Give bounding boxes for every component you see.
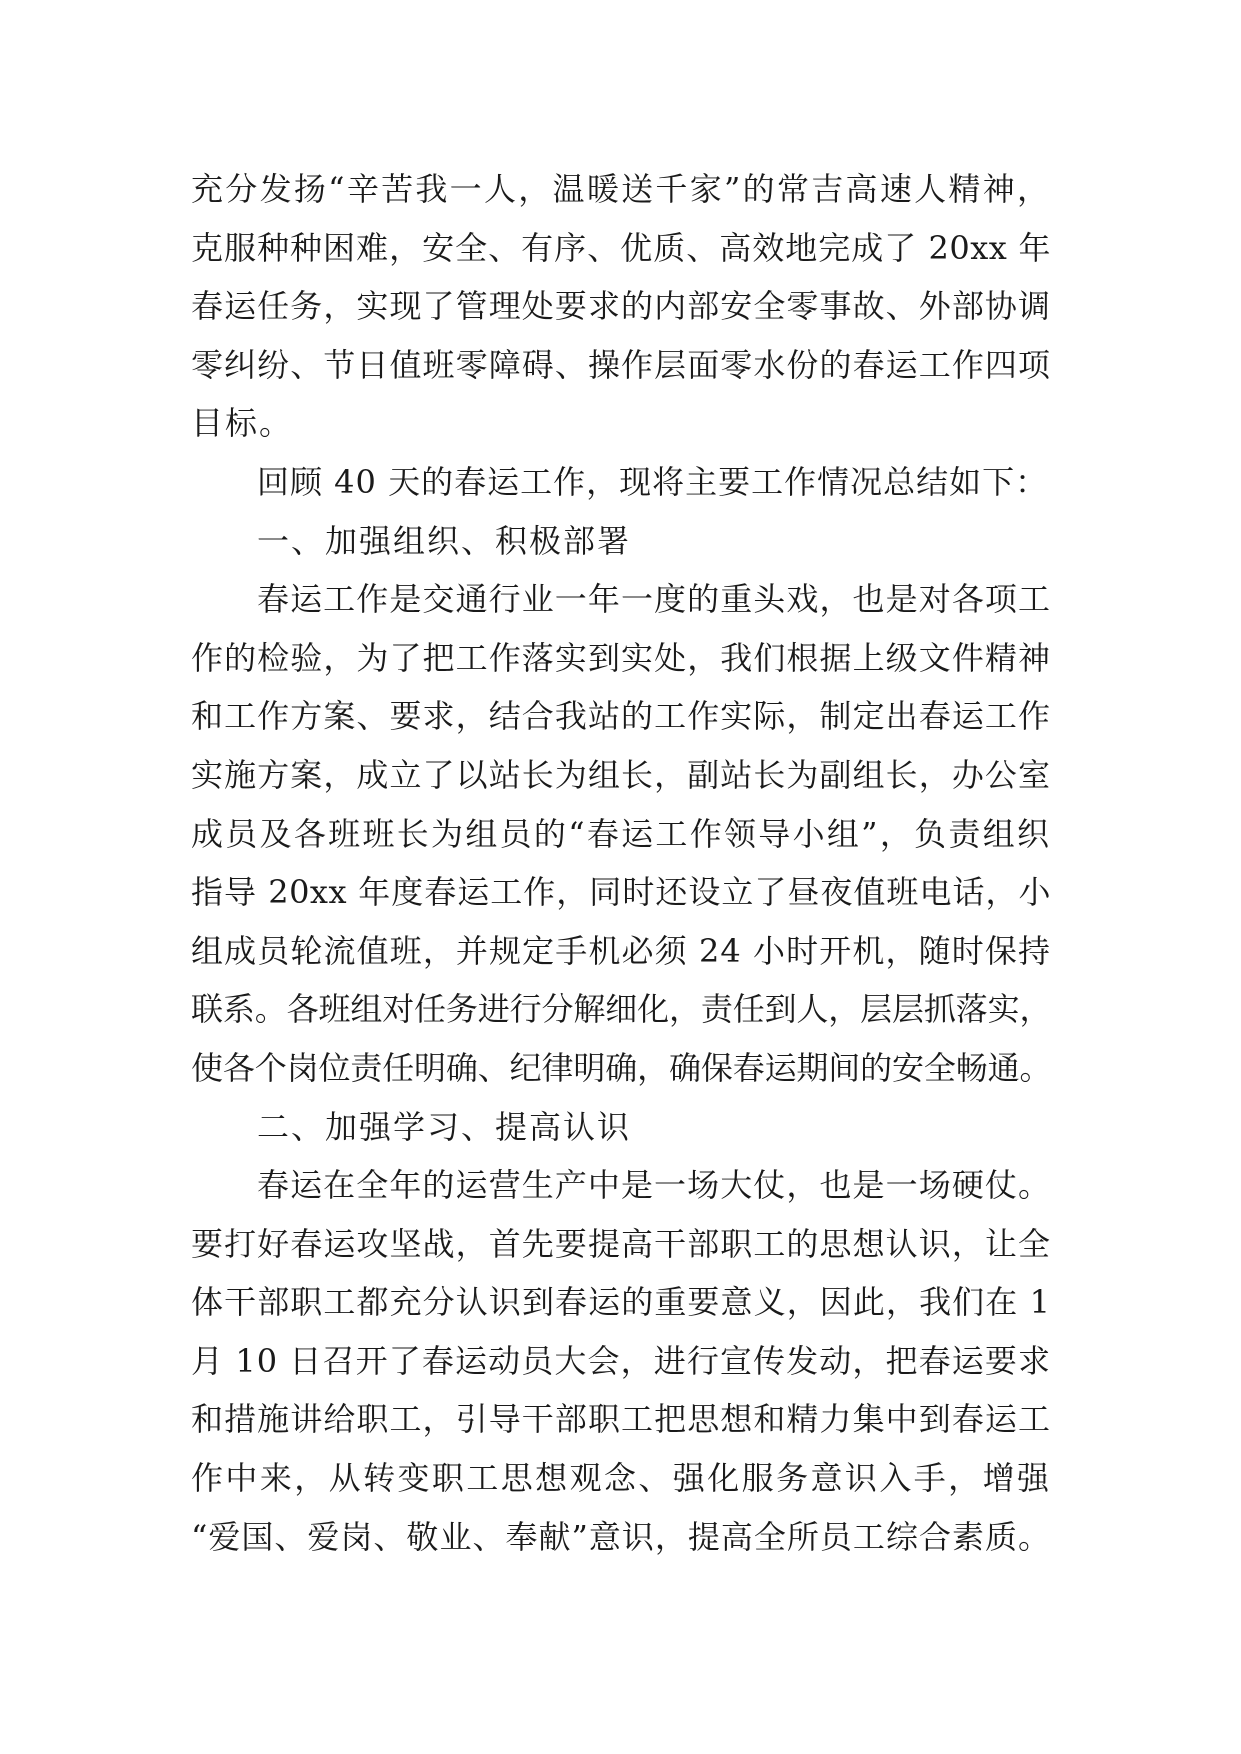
text-line: 春运在全年的运营生产中是一场大仗，也是一场硬仗。 — [257, 1166, 1051, 1205]
text-line: 二、加强学习、提高认识 — [257, 1107, 632, 1146]
text-line: 一、加强组织、积极部署 — [257, 521, 632, 560]
text-line: 和措施讲给职工，引导干部职工把思想和精力集中到春运工 — [191, 1400, 1051, 1439]
document-body — [191, 160, 1051, 1566]
text-line: 作的检验，为了把工作落实到实处，我们根据上级文件精神 — [191, 638, 1051, 677]
text-line: 指导 20xx 年度春运工作，同时还设立了昼夜值班电话，小 — [191, 873, 1051, 912]
text-line: 月 10 日召开了春运动员大会，进行宣传发动，把春运要求 — [191, 1341, 1051, 1380]
text-line: 体干部职工都充分认识到春运的重要意义，因此，我们在 1 — [191, 1283, 1051, 1322]
text-line: 春运任务，实现了管理处要求的内部安全零事故、外部协调 — [191, 287, 1051, 326]
text-line: 要打好春运攻坚战，首先要提高干部职工的思想认识，让全 — [191, 1224, 1051, 1263]
text-line: 和工作方案、要求，结合我站的工作实际，制定出春运工作 — [191, 697, 1051, 736]
text-line: 作中来，从转变职工思想观念、强化服务意识入手，增强 — [191, 1459, 1051, 1498]
text-line: 联系。各班组对任务进行分解细化，责任到人，层层抓落实， — [191, 990, 1051, 1029]
text-line: “爱国、爱岗、敬业、奉献”意识，提高全所员工综合素质。 — [191, 1517, 1051, 1556]
text-line: 零纠纷、节日值班零障碍、操作层面零水份的春运工作四项 — [191, 345, 1051, 384]
text-line: 使各个岗位责任明确、纪律明确，确保春运期间的安全畅通。 — [191, 1048, 1051, 1087]
text-line: 回顾 40 天的春运工作，现将主要工作情况总结如下： — [257, 462, 1049, 501]
text-line: 克服种种困难，安全、有序、优质、高效地完成了 20xx 年 — [191, 228, 1051, 267]
text-line: 组成员轮流值班，并规定手机必须 24 小时开机，随时保持 — [191, 931, 1051, 970]
text-line: 春运工作是交通行业一年一度的重头戏，也是对各项工 — [257, 580, 1051, 619]
text-line: 目标。 — [191, 404, 294, 443]
text-line: 充分发扬“辛苦我一人，温暖送千家”的常吉高速人精神， — [191, 170, 1051, 208]
text-line: 实施方案，成立了以站长为组长，副站长为副组长，办公室 — [191, 755, 1051, 794]
text-line: 成员及各班班长为组员的“春运工作领导小组”，负责组织 — [191, 814, 1051, 853]
